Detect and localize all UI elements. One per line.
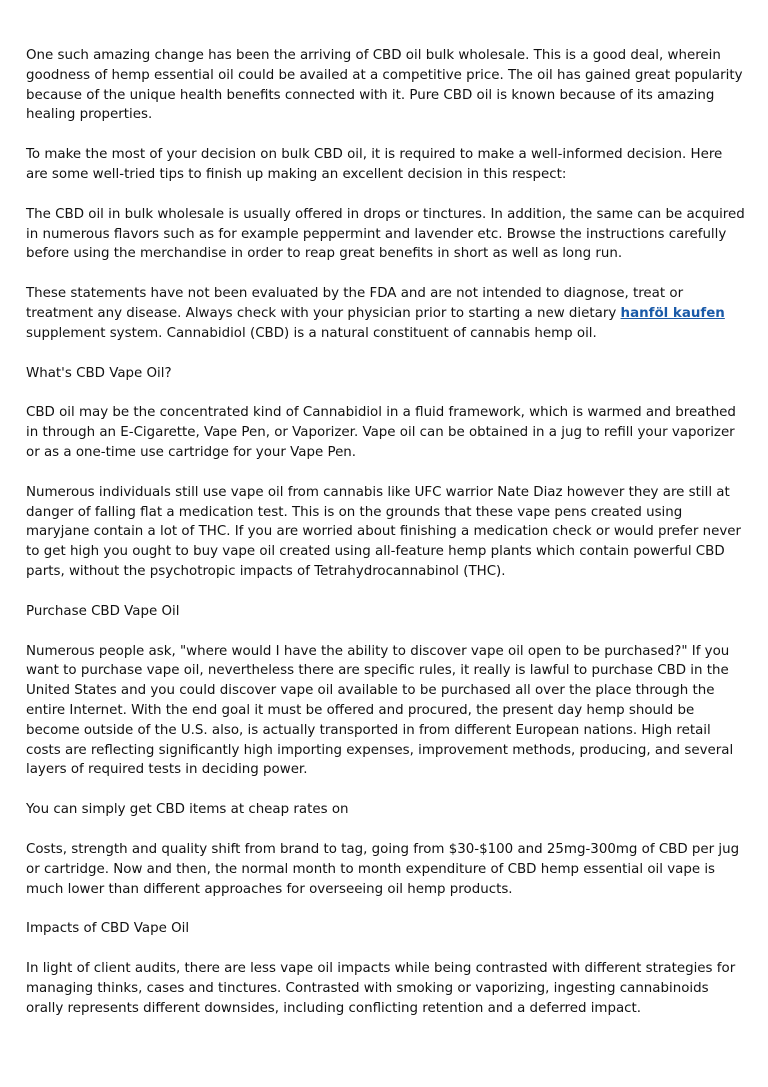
paragraph-decision-tips: To make the most of your decision on bulk CBD oil, it is required to make a well-informed decision. Here are some well-tried tips to finish up making an excellent decision in this respect: (26, 147, 723, 182)
fda-text-after-link: supplement system. Cannabidiol (CBD) is a natural constituent of cannabis hemp oil. (26, 325, 597, 341)
paragraph-bulk-wholesale: One such amazing change has been the arriving of CBD oil bulk wholesale. This is a good deal, wherein goodness of hemp essential oil could be availed at a competitive price. The oil has gained great popularity because of the unique health benefits connected with it. Pure CBD oil is known because of its amazing healing properties. (26, 48, 743, 123)
paragraph-vape-oil-definition: CBD oil may be the concentrated kind of Cannabidiol in a fluid framework, which is warmed and breathed in through an E-Cigarette, Vape Pen, or Vaporizer. Vape oil can be obtained in a jug to refill your vaporizer or as a one-time use cartridge for your Vape Pen. (26, 405, 736, 460)
paragraph-where-to-buy: Numerous people ask, "where would I have the ability to discover vape oil open to be purchased?" If you want to purchase vape oil, nevertheless there are specific rules, it really is lawful to purchase CBD in the United States and you could discover vape oil available to be purchased all over the place through the entire Internet. With the end goal it must be offered and procured, the present day hemp should be become outside of the U.S. also, is actually transported in from different European nations. High retail costs are reflecting significantly high importing expenses, improvement methods, producing, and several layers of required tests in deciding power. (26, 643, 734, 778)
heading-impacts: Impacts of CBD Vape Oil (26, 921, 190, 937)
paragraph-fda-disclaimer (26, 284, 748, 343)
paragraph-thc-warning: Numerous individuals still use vape oil from cannabis like UFC warrior Nate Diaz however they are still at danger of falling flat a medication test. This is on the grounds that these vape pens created using maryjane contain a lot of THC. If you are worried about finishing a medication check or would prefer never to get high you ought to buy vape oil created using all-feature hemp plants which contain powerful CBD parts, without the psychotropic impacts of Tetrahydrocannabinol (THC). (26, 484, 742, 579)
document-body (26, 46, 748, 1038)
paragraph-impacts: In light of client audits, there are less vape oil impacts while being contrasted with different strategies for managing thinks, cases and tinctures. Contrasted with smoking or vaporizing, ingesting cannabinoids orally represents different downsides, including conflicting retention and a deferred impact. (26, 961, 736, 1016)
paragraph-drops-tinctures: The CBD oil in bulk wholesale is usually offered in drops or tinctures. In addition, the same can be acquired in numerous flavors such as for example peppermint and lavender etc. Browse the instructions carefully before using the merchandise in order to reap great benefits in short as well as long run. (26, 206, 745, 262)
paragraph-costs: Costs, strength and quality shift from brand to tag, going from $30-$100 and 25mg-300mg of CBD per jug or cartridge. Now and then, the normal month to month expenditure of CBD hemp essential oil vape is much lower than different approaches for overseeing oil hemp products. (26, 841, 740, 897)
hanfol-kaufen-link[interactable]: hanföl kaufen (620, 305, 725, 321)
heading-cheap-rates: You can simply get CBD items at cheap rates on (26, 802, 349, 818)
heading-purchase-vape-oil: Purchase CBD Vape Oil (26, 603, 180, 619)
fda-text-before-link: These statements have not been evaluated by the FDA and are not intended to diagnose, treat or treatment any disease. Always check with your physician prior to starting a new dietary (26, 286, 684, 321)
heading-what-is-vape-oil: What's CBD Vape Oil? (26, 365, 172, 381)
